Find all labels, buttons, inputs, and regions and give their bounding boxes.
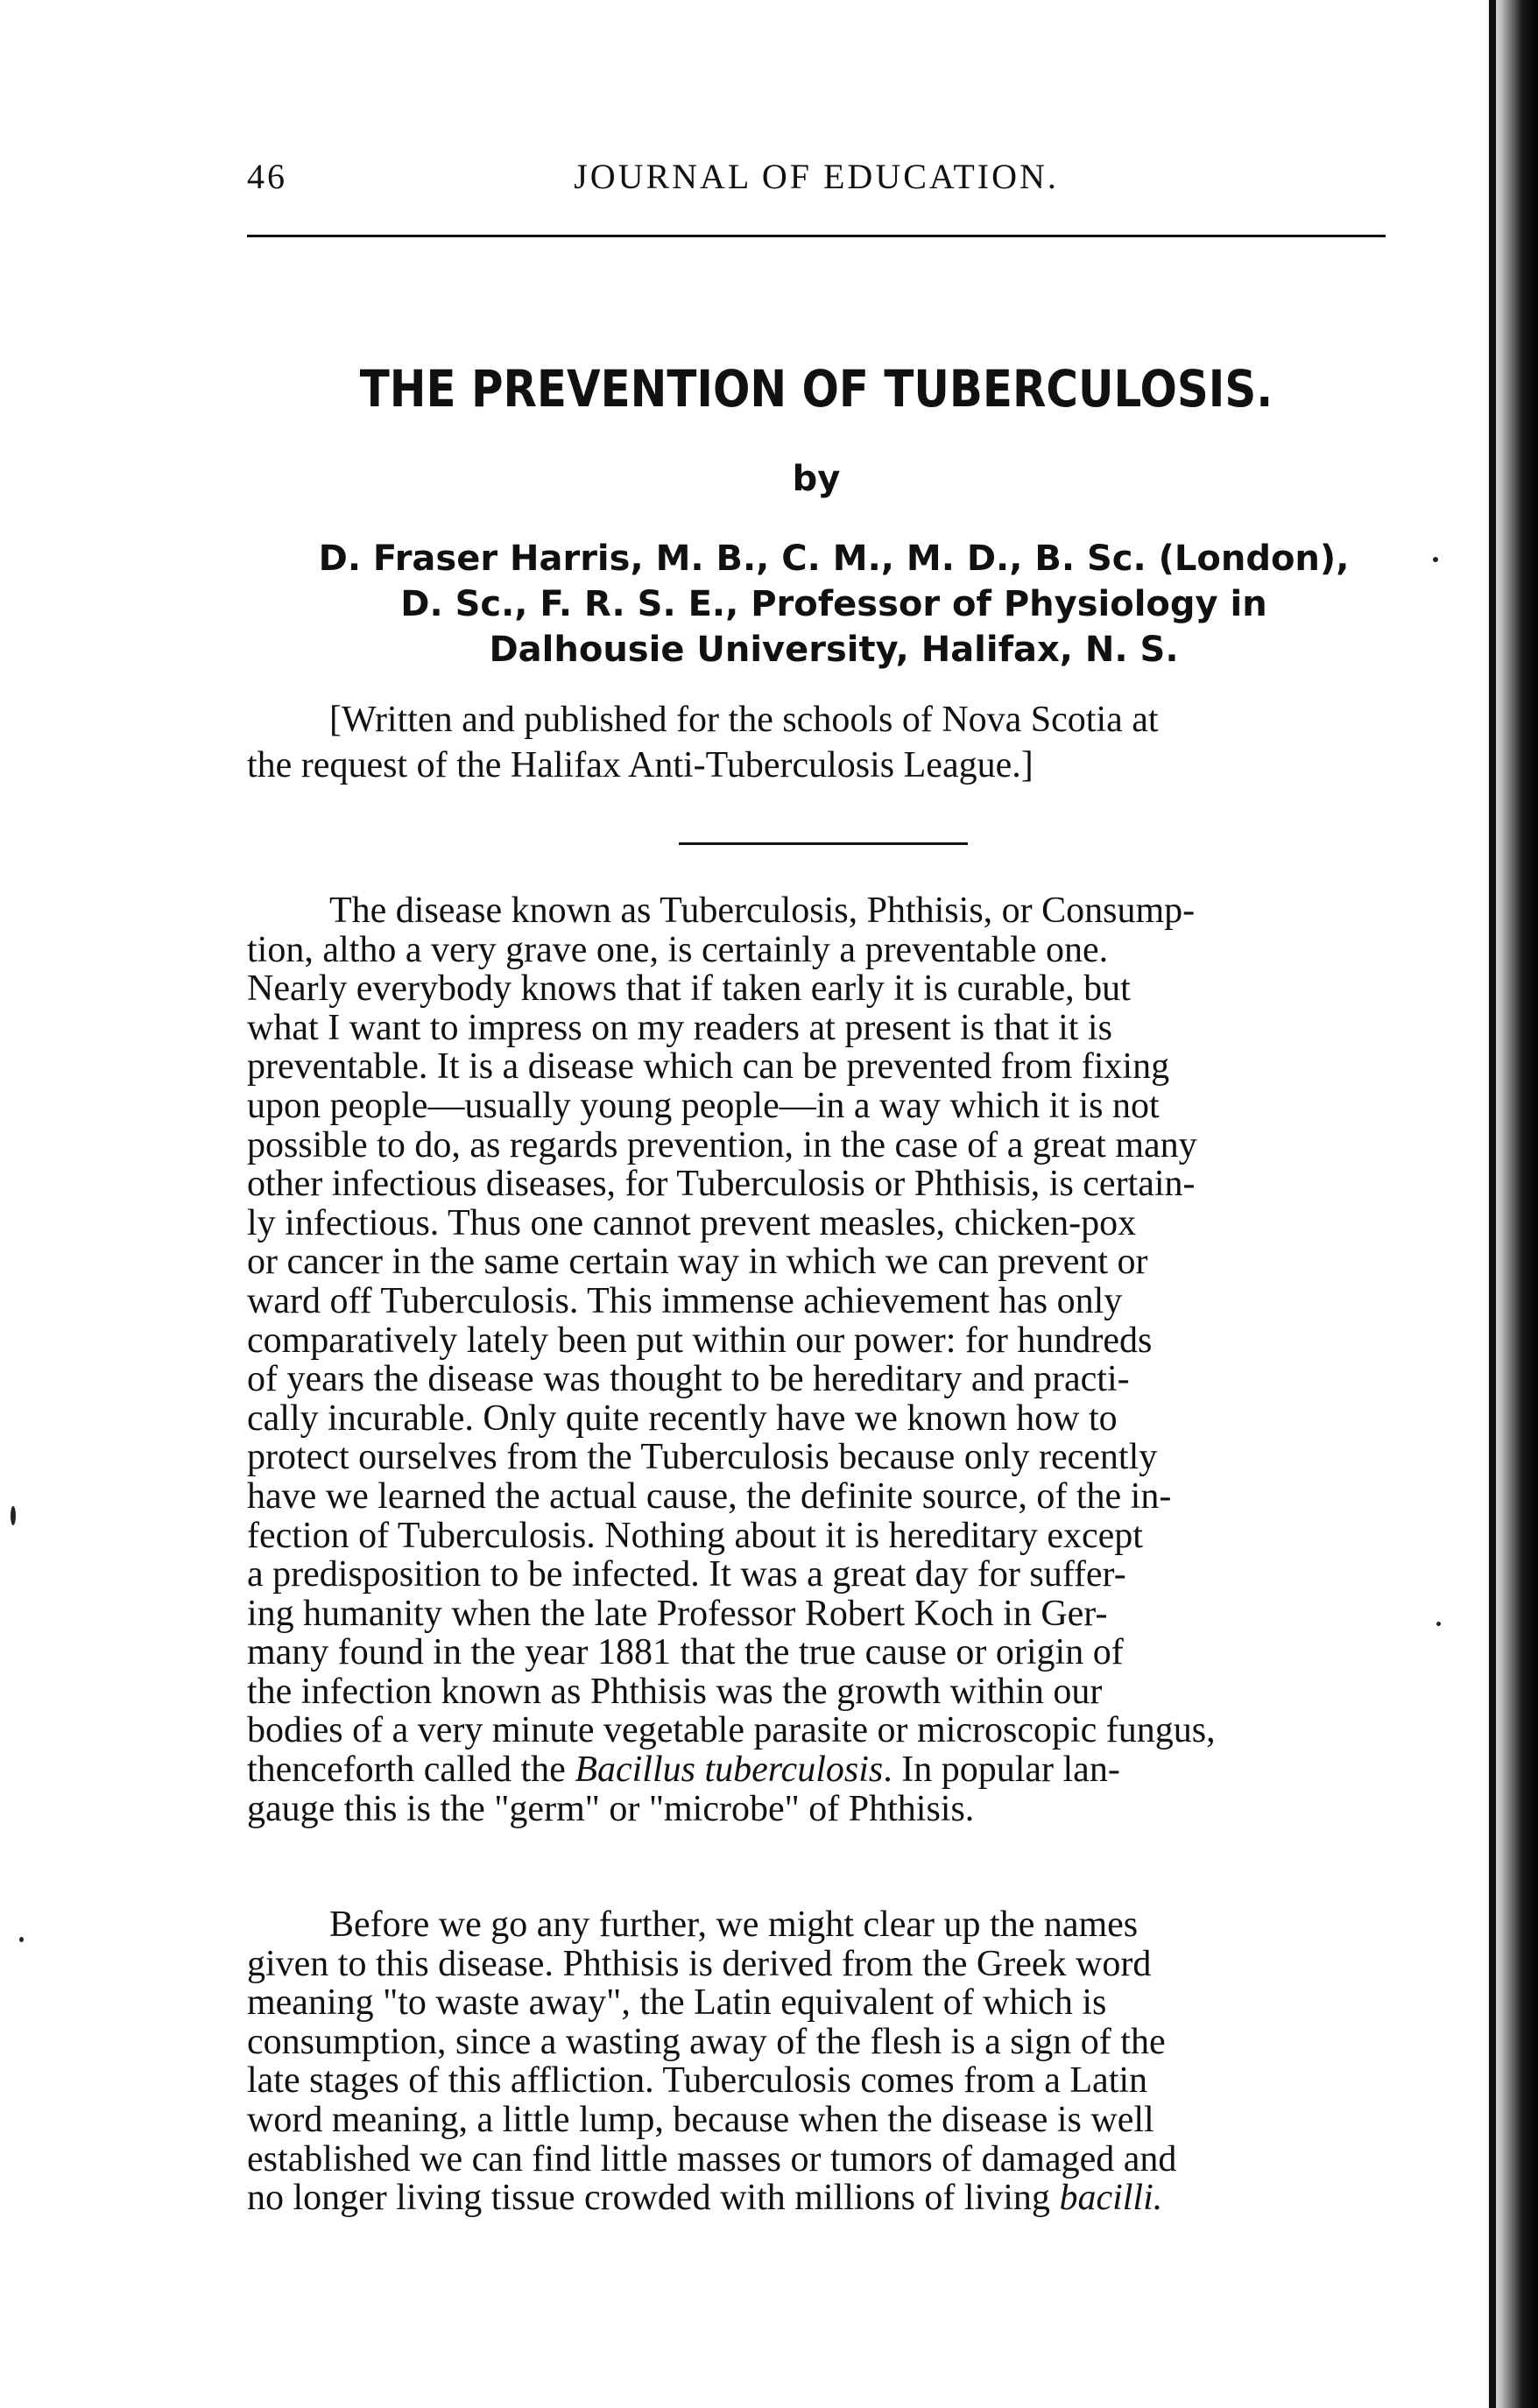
- section-divider: [679, 842, 968, 845]
- page-number: 46: [247, 157, 287, 196]
- editorial-note: [247, 697, 1403, 788]
- binding-edge-line: [1489, 0, 1496, 2408]
- author-line: D. Sc., F. R. S. E., Professor of Physiology in: [400, 584, 1267, 624]
- text-line: upon people—usually young people—in a way which it is not: [247, 1085, 1160, 1126]
- text-line: or cancer in the same certain way in which we can prevent or: [247, 1242, 1148, 1283]
- scan-speck: [11, 1506, 16, 1525]
- paragraph-1: [247, 891, 1403, 1828]
- text-line: protect ourselves from the Tuberculosis because only recently: [247, 1437, 1158, 1478]
- text-line: cally incurable. Only quite recently have we known how to: [247, 1398, 1118, 1439]
- text-line: comparatively lately been put within our power: for hundreds: [247, 1320, 1153, 1361]
- text-segment: . In popular lan-: [883, 1750, 1120, 1791]
- text-line: many found in the year 1881 that the true cause or origin of: [247, 1632, 1124, 1673]
- scan-speck: [19, 1937, 24, 1942]
- text-line: the infection known as Phthisis was the growth within our: [247, 1671, 1103, 1712]
- text-line: have we learned the actual cause, the definite source, of the in-: [247, 1475, 1172, 1517]
- text-segment: thenceforth called the: [247, 1750, 575, 1791]
- byline-by: by: [792, 459, 841, 499]
- article-title: THE PREVENTION OF TUBERCULOSIS.: [359, 359, 1273, 419]
- running-head: [247, 156, 1386, 208]
- author-line: D. Fraser Harris, M. B., C. M., M. D., B. Sc. (London),: [318, 539, 1350, 579]
- text-line: a predisposition to be infected. It was a great day for suffer-: [247, 1554, 1126, 1595]
- text-line: possible to do, as regards prevention, in the case of a great many: [247, 1124, 1197, 1165]
- text-line: ly infectious. Thus one cannot prevent measles, chicken-pox: [247, 1202, 1137, 1243]
- text-line: tion, altho a very grave one, is certainly a preventable one.: [247, 929, 1109, 970]
- text-line: of years the disease was thought to be hereditary and practi-: [247, 1359, 1130, 1400]
- text-line: Nearly everybody knows that if taken early it is curable, but: [247, 968, 1131, 1010]
- text-segment: no longer living tissue crowded with millions of living: [247, 2178, 1060, 2219]
- note-line: [Written and published for the schools of Nova Scotia at: [329, 700, 1159, 740]
- text-line: meaning "to waste away", the Latin equivalent of which is: [247, 1982, 1107, 2024]
- text-line: other infectious diseases, for Tuberculosis or Phthisis, is certain-: [247, 1164, 1196, 1205]
- text-line: consumption, since a wasting away of the flesh is a sign of the: [247, 2021, 1166, 2062]
- note-line: the request of the Halifax Anti-Tuberculosis League.]: [247, 745, 1034, 785]
- text-line: [247, 1750, 1403, 1790]
- italic-term: Bacillus tuberculosis: [575, 1750, 884, 1791]
- journal-title: JOURNAL OF EDUCATION.: [574, 157, 1059, 196]
- text-line: Before we go any further, we might clear up the names: [329, 1905, 1139, 1945]
- text-line: fection of Tuberculosis. Nothing about it is hereditary except: [247, 1515, 1143, 1556]
- text-line: preventable. It is a disease which can be prevented from fixing: [247, 1046, 1170, 1088]
- header-rule: [247, 235, 1386, 237]
- text-line: late stages of this affliction. Tuberculosis comes from a Latin: [247, 2060, 1148, 2102]
- scan-speck: [1436, 1622, 1441, 1626]
- paragraph-2: [247, 1905, 1403, 2218]
- text-line: established we can find little masses or tumors of damaged and: [247, 2138, 1177, 2179]
- text-line: The disease known as Tuberculosis, Phthisis, or Consump-: [329, 891, 1196, 931]
- text-line: word meaning, a little lump, because when the disease is well: [247, 2099, 1154, 2140]
- text-line: bodies of a very minute vegetable parasite or microscopic fungus,: [247, 1710, 1216, 1751]
- text-line: what I want to impress on my readers at present is that it is: [247, 1007, 1112, 1048]
- text-line: ward off Tuberculosis. This immense achievement has only: [247, 1280, 1123, 1321]
- italic-term: bacilli.: [1059, 2178, 1163, 2219]
- scan-speck: [1433, 557, 1438, 562]
- text-line: gauge this is the "germ" or "microbe" of Phthisis.: [247, 1788, 975, 1829]
- text-line: given to this disease. Phthisis is derived from the Greek word: [247, 1943, 1152, 1984]
- text-line: ing humanity when the late Professor Robert Koch in Ger-: [247, 1593, 1108, 1634]
- author-block: [247, 536, 1421, 672]
- text-line: [247, 2179, 1403, 2218]
- author-line: Dalhousie University, Halifax, N. S.: [489, 630, 1179, 670]
